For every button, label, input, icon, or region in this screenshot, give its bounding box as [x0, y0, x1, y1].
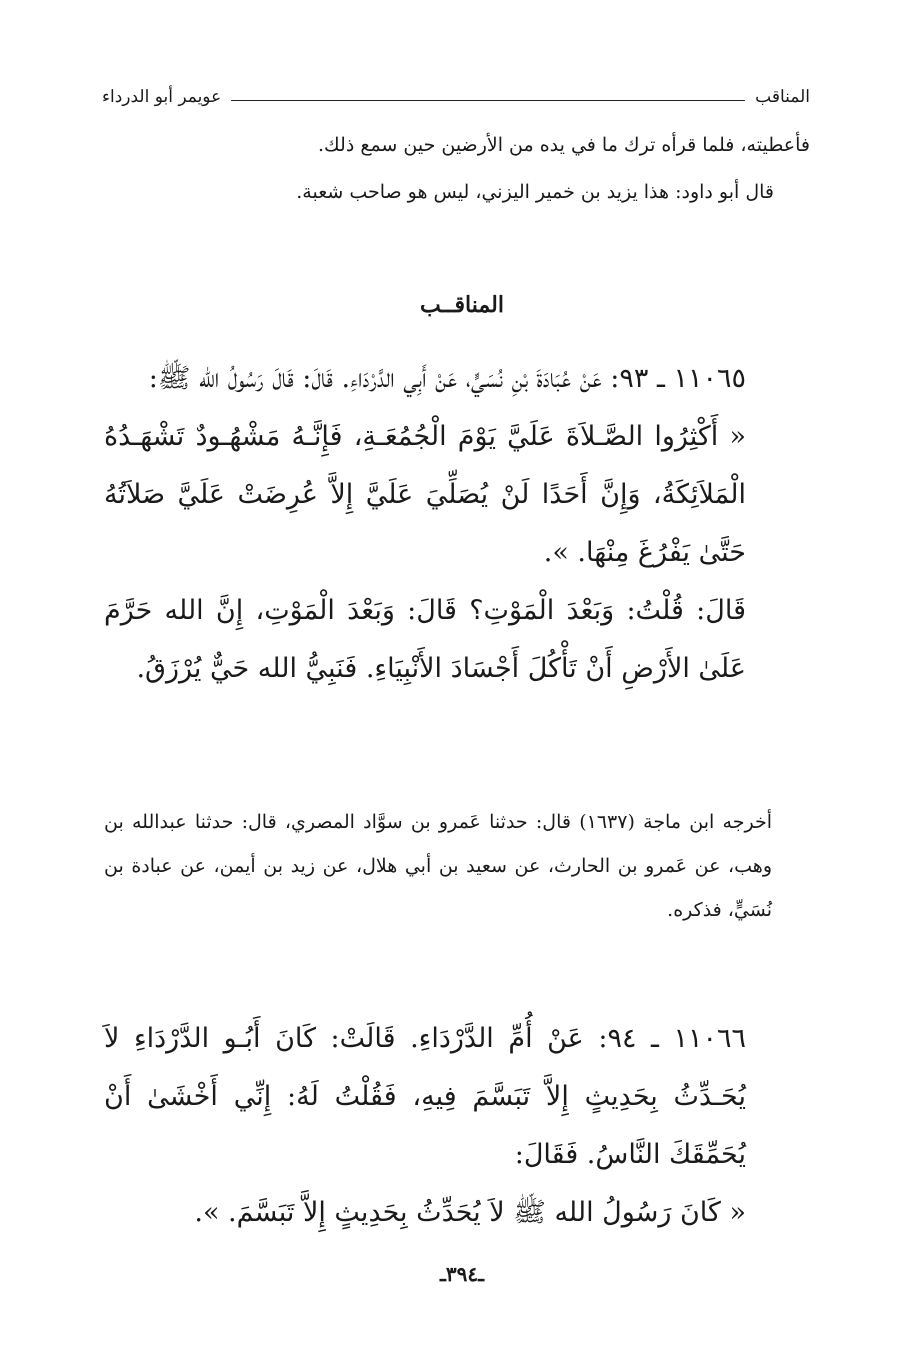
- page-number: ـ٣٩٤ـ: [440, 1262, 484, 1286]
- hadith-continuation: قَالَ: قُلْتُ: وَبَعْدَ الْمَوْتِ؟ قَالَ: وَبَعْدَ الْمَوْتِ، إِنَّ الله حَرَّمَ عَلَىٰ الأَرْضِ أَنْ تَأْكُلَ أَجْسَادَ الأَنْبِيَاءِ. فَنَبِيُّ الله حَيٌّ يُرْزَقُ.: [104, 595, 746, 684]
- takhrij-note: [104, 800, 812, 932]
- section-heading: المناقــب: [420, 292, 504, 318]
- running-header: [102, 82, 810, 112]
- header-chapter-name: عويمر أبو الدرداء: [102, 87, 222, 107]
- takhrij-text: أخرجه ابن ماجة (١٦٣٧) قال: حدثنا عَمرو بن سوَّاد المصري، قال: حدثنا عبدالله بن وهب، عن عَمرو بن الحارث، عن سعيد بن أبي هلال، عن زيد بن أيمن، عن عبادة بن نُسَيٍّ، فذكره.: [104, 811, 772, 921]
- hadith-isnad: ١١٠٦٥ ـ ٩٣: عَنْ عُبَادَةَ بْنِ نُسَيٍّ، عَنْ أَبِي الدَّرْدَاءِ. قَالَ: قَالَ رَسُولُ الله ﷺ:: [148, 363, 746, 394]
- header-section-title: المناقب: [755, 87, 810, 107]
- continuation-text: [110, 122, 810, 216]
- hadith-matn: « أَكْثِرُوا الصَّـلاَةَ عَلَيَّ يَوْمَ الْجُمُعَـةِ، فَإِنَّـهُ مَشْهُـودٌ تَشْهَـدُهُ الْمَلاَئِكَةُ، وَإِنَّ أَحَدًا لَنْ يُصَلِّيَ عَلَيَّ إِلاَّ عُرِضَتْ عَلَيَّ صَلاَتُهُ حَتَّىٰ يَفْرُغَ مِنْهَا. ».: [104, 421, 746, 568]
- hadith-isnad: ١١٠٦٦ ـ ٩٤: عَنْ أُمِّ الدَّرْدَاءِ. قَالَتْ: كَانَ أَبُـو الدَّرْدَاءِ لاَ يُحَـدِّثُ بِحَدِيثٍ إِلاَّ تَبَسَّمَ فِيهِ، فَقُلْتُ لَهُ: إِنِّي أَخْشَىٰ أَنْ يُحَمِّقَكَ النَّاسُ. فَقَالَ:: [104, 1023, 746, 1170]
- abu-dawud-note: قال أبو داود: هذا يزيد بن خمير اليزني، ليس هو صاحب شعبة.: [296, 181, 774, 203]
- hadith-11065: [104, 350, 812, 698]
- continuation-line: فأعطيته، فلما قرأه ترك ما في يده من الأرضين حين سمع ذلك.: [317, 134, 810, 156]
- hadith-11066: [104, 1010, 812, 1242]
- hadith-matn: « كَانَ رَسُولُ الله ﷺ لاَ يُحَدِّثُ بِحَدِيثٍ إِلاَّ تَبَسَّمَ. ».: [194, 1197, 746, 1228]
- header-rule: [231, 100, 745, 101]
